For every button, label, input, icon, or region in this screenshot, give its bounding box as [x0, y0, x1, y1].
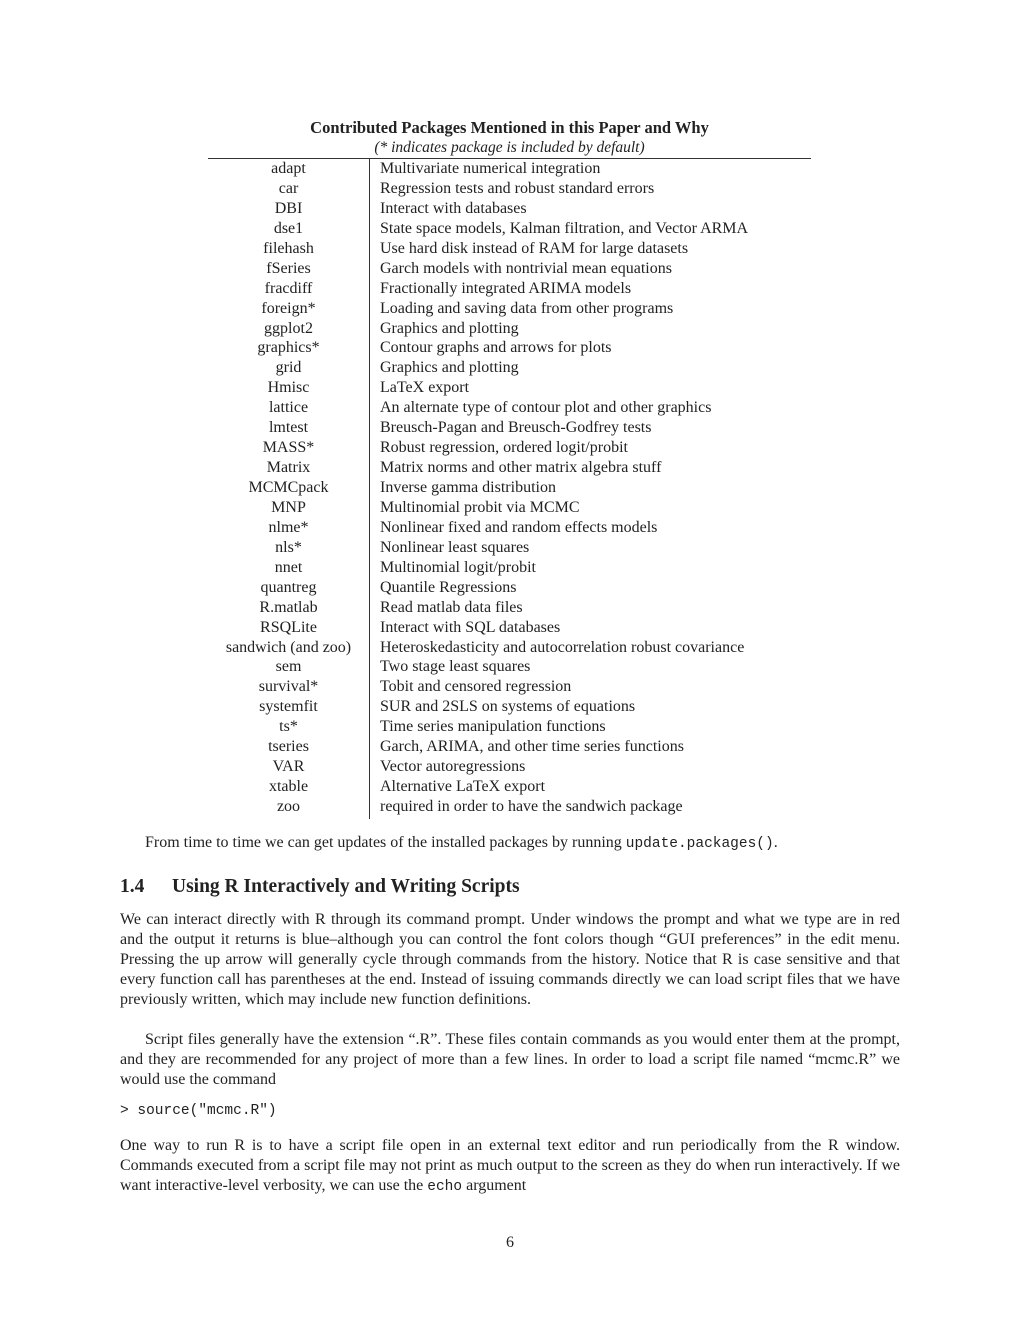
- table-row: [208, 458, 811, 478]
- table-row: [208, 677, 811, 697]
- table-row: [208, 717, 811, 737]
- package-purpose: Multinomial logit/probit: [380, 558, 536, 576]
- table-row: [208, 657, 811, 677]
- table-row: [208, 618, 811, 638]
- latex-logo: LaTeX: [380, 379, 425, 397]
- package-name: nls*: [275, 538, 302, 556]
- package-purpose: Graphics and plotting: [380, 359, 519, 377]
- table-row: [208, 518, 811, 538]
- package-name: fSeries: [266, 259, 311, 277]
- table-row: [208, 259, 811, 279]
- package-purpose: Two stage least squares: [380, 658, 531, 676]
- package-purpose: An alternate type of contour plot and other graphics: [380, 399, 712, 417]
- package-name: dse1: [273, 219, 304, 237]
- paragraph-text: .: [773, 834, 778, 851]
- package-purpose: Loading and saving data from other programs: [380, 299, 674, 317]
- package-purpose: Robust regression, ordered logit/probit: [380, 439, 628, 457]
- table-row: [208, 498, 811, 518]
- package-name: Matrix: [266, 459, 311, 477]
- paragraph-text: One way to run R is to have a script file open in an external text editor and run periodically from the R window. Commands executed from a script file may not print as much output to the screen as they do when run interactively. If we want interactive-level verbosity, we can use the: [120, 1137, 900, 1194]
- table-row: [208, 697, 811, 717]
- package-purpose: Interact with SQL databases: [380, 618, 561, 636]
- table-row: [208, 378, 811, 398]
- package-purpose: [369, 777, 545, 797]
- package-purpose: SUR and 2SLS on systems of equations: [380, 698, 636, 716]
- package-purpose: Use hard disk instead of RAM for large datasets: [380, 239, 689, 257]
- package-purpose: Garch models with nontrivial mean equations: [380, 259, 672, 277]
- inline-code: echo: [427, 1179, 463, 1195]
- package-name: VAR: [272, 758, 305, 776]
- package-purpose: Multivariate numerical integration: [380, 160, 601, 177]
- package-name: Hmisc: [267, 379, 310, 397]
- table-row: [208, 797, 811, 817]
- package-purpose: Heteroskedasticity and autocorrelation robust covariance: [380, 638, 745, 656]
- package-purpose: Contour graphs and arrows for plots: [380, 339, 612, 357]
- package-name: fracdiff: [264, 279, 313, 297]
- purpose-text: Alternative: [380, 778, 456, 796]
- table-row: [208, 418, 811, 438]
- package-name: foreign*: [261, 299, 316, 317]
- package-name: RSQLite: [260, 618, 317, 636]
- paragraph-1: We can interact directly with R through its command prompt. Under windows the prompt and what we type are in red and the output it returns is blue–although you can control the font colors though “GUI preferences” in the edit menu. Pressing the up arrow will generally cycle through commands from the history. Notice that R is case sensitive and that every function call has parentheses at the end. Instead of issuing commands directly we can load script files that we have previously written, which may include new function definitions.: [120, 911, 900, 1008]
- package-purpose: Quantile Regressions: [380, 578, 517, 596]
- table-row: [208, 279, 811, 299]
- package-purpose: Garch, ARIMA, and other time series functions: [380, 738, 684, 756]
- purpose-text: export: [500, 778, 546, 796]
- table-row: [208, 598, 811, 618]
- package-purpose: Fractionally integrated ARIMA models: [380, 279, 632, 297]
- package-purpose: Tobit and censored regression: [380, 678, 572, 696]
- code-block: > source("mcmc.R"): [120, 1103, 277, 1119]
- page-number: 6: [506, 1234, 514, 1251]
- package-name: tseries: [268, 738, 309, 756]
- package-name: zoo: [276, 798, 301, 815]
- paragraph-3: [120, 1136, 900, 1197]
- table-row: [208, 199, 811, 219]
- table-row: [208, 438, 811, 458]
- table-row: [208, 558, 811, 578]
- package-name: filehash: [263, 239, 314, 257]
- package-purpose: required in order to have the sandwich package: [380, 798, 683, 815]
- package-name: quantreg: [260, 578, 317, 596]
- package-name: systemfit: [259, 698, 318, 716]
- package-name: MNP: [271, 498, 306, 516]
- package-purpose: Vector autoregressions: [380, 758, 526, 776]
- table-row: [208, 478, 811, 498]
- package-purpose: Nonlinear fixed and random effects models: [380, 518, 658, 536]
- table-row: [208, 358, 811, 378]
- package-name: DBI: [274, 199, 303, 217]
- paragraph-text: argument: [462, 1177, 527, 1194]
- table-row: [208, 398, 811, 418]
- package-name: lattice: [268, 399, 309, 417]
- package-name: R.matlab: [259, 598, 318, 616]
- package-purpose: State space models, Kalman filtration, and Vector ARMA: [380, 219, 749, 237]
- table-title: Contributed Packages Mentioned in this Paper and Why: [310, 118, 709, 137]
- package-name: grid: [275, 359, 302, 377]
- package-purpose: Inverse gamma distribution: [380, 479, 556, 496]
- section-title: Using R Interactively and Writing Scripts: [172, 876, 520, 897]
- package-purpose: Matrix norms and other matrix algebra stuff: [380, 459, 662, 477]
- table-row: [208, 299, 811, 319]
- package-name: ggplot2: [264, 319, 313, 337]
- table-row: [208, 578, 811, 598]
- table-row: [208, 159, 811, 179]
- inline-code: update.packages(): [625, 836, 774, 852]
- purpose-text: export: [424, 379, 470, 397]
- package-name: MASS*: [262, 439, 315, 457]
- package-name: adapt: [271, 160, 306, 177]
- paragraph-2: Script files generally have the extension “.R”. These files contain commands as you would enter them at the prompt, and they are recommended for any project of more than a few lines. In order to load a script file named “mcmc.R” we would use the command: [120, 1031, 900, 1088]
- package-purpose: [369, 378, 469, 398]
- paragraph-text: From time to time we can get updates of the installed packages by running: [145, 834, 626, 851]
- package-name: nlme*: [268, 518, 309, 536]
- packages-table: [208, 159, 811, 817]
- table-row: [208, 319, 811, 339]
- package-purpose: Nonlinear least squares: [380, 538, 530, 556]
- package-purpose: Multinomial probit via MCMC: [380, 498, 580, 516]
- table-row: [208, 338, 811, 358]
- latex-logo: LaTeX: [455, 778, 501, 796]
- table-subtitle: (* indicates package is included by default): [374, 139, 645, 156]
- section-number: 1.4: [120, 876, 145, 897]
- table-row: [208, 219, 811, 239]
- package-purpose: Breusch-Pagan and Breusch-Godfrey tests: [380, 419, 652, 437]
- package-purpose: Regression tests and robust standard errors: [380, 179, 655, 197]
- table-row: [208, 179, 811, 199]
- package-name: ts*: [279, 718, 298, 736]
- update-paragraph: [120, 833, 900, 854]
- package-purpose: Interact with databases: [380, 199, 527, 217]
- table-row: [208, 239, 811, 259]
- package-name: sem: [275, 658, 302, 676]
- table-row: [208, 638, 811, 658]
- section-heading: [120, 876, 520, 898]
- package-purpose: Read matlab data files: [380, 598, 523, 616]
- package-name: survival*: [258, 678, 319, 696]
- package-purpose: Time series manipulation functions: [380, 718, 606, 736]
- table-row: [208, 737, 811, 757]
- table-row: [208, 538, 811, 558]
- package-name: xtable: [268, 778, 309, 796]
- package-name: MCMCpack: [248, 479, 329, 496]
- package-name: graphics*: [257, 339, 320, 357]
- package-purpose: Graphics and plotting: [380, 319, 519, 337]
- package-name: sandwich (and zoo): [225, 638, 352, 656]
- package-name: car: [278, 179, 299, 197]
- table-row: [208, 777, 811, 797]
- table-row: [208, 757, 811, 777]
- package-name: lmtest: [268, 419, 309, 437]
- package-name: nnet: [274, 558, 303, 576]
